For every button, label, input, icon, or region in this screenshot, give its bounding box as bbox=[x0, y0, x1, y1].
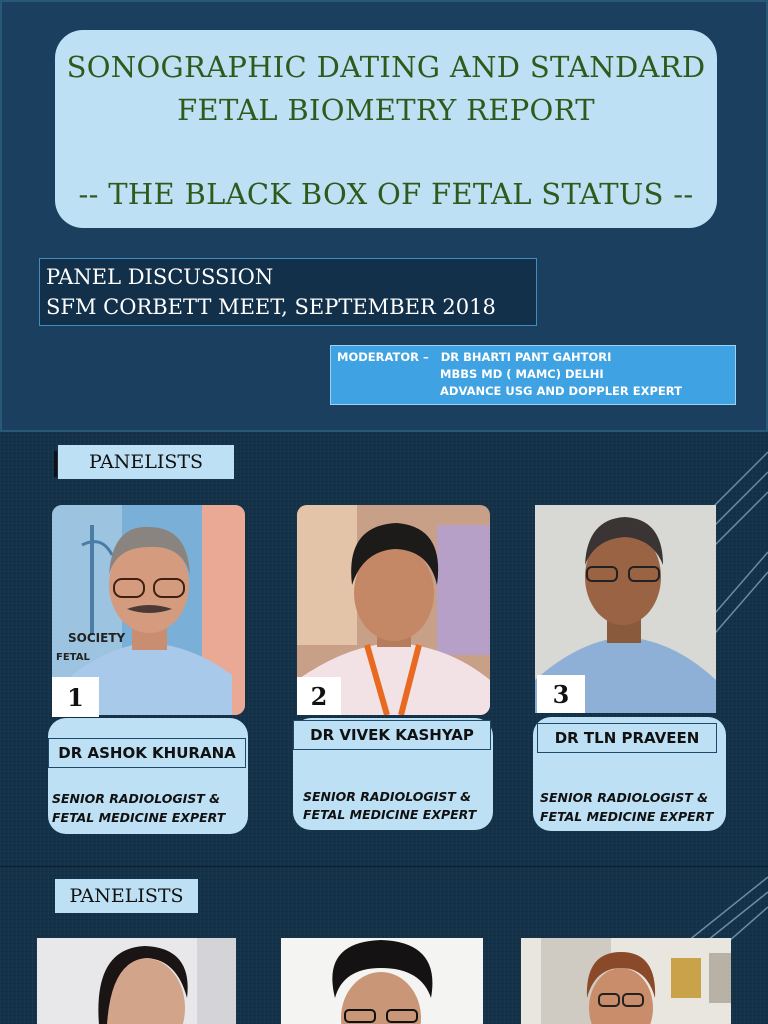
panelist-3-name: DR TLN PRAVEEN bbox=[537, 723, 717, 753]
moderator-name: DR BHARTI PANT GAHTORI bbox=[440, 350, 612, 364]
panel-line-2: SFM CORBETT MEET, SEPTEMBER 2018 bbox=[46, 295, 496, 319]
panelist-2-desc-1: SENIOR RADIOLOGIST & bbox=[303, 789, 472, 804]
panelists-slide-1 bbox=[0, 432, 768, 866]
panelist-3-card bbox=[533, 717, 726, 831]
heading-accent-bar bbox=[54, 451, 57, 477]
panelist-2-number: 2 bbox=[297, 677, 341, 715]
panelists-heading: PANELISTS bbox=[58, 445, 234, 479]
panelist-1-desc-2: FETAL MEDICINE EXPERT bbox=[52, 810, 226, 825]
panelist-6-photo bbox=[521, 938, 731, 1024]
moderator-box bbox=[330, 345, 736, 405]
panelist-3-desc-2: FETAL MEDICINE EXPERT bbox=[540, 809, 714, 824]
svg-text:FETAL: FETAL bbox=[56, 652, 90, 663]
panelist-3-number: 3 bbox=[537, 675, 585, 713]
moderator-label: MODERATOR – bbox=[337, 350, 429, 364]
moderator-role: ADVANCE USG AND DOPPLER EXPERT bbox=[440, 384, 682, 398]
panelist-1-number: 1 bbox=[52, 677, 99, 717]
svg-text:SOCIETY: SOCIETY bbox=[68, 631, 126, 645]
panelist-3-desc-1: SENIOR RADIOLOGIST & bbox=[540, 790, 709, 805]
panelist-4-photo bbox=[37, 938, 236, 1024]
panel-line-1: PANEL DISCUSSION bbox=[46, 265, 274, 289]
panelist-1-card bbox=[48, 718, 248, 834]
title-line-1: SONOGRAPHIC DATING AND STANDARD bbox=[66, 50, 706, 84]
panelist-2-desc-2: FETAL MEDICINE EXPERT bbox=[303, 807, 477, 822]
panelists-slide-2 bbox=[0, 866, 768, 1024]
panelist-1-name: DR ASHOK KHURANA bbox=[48, 738, 246, 768]
panelist-2-name: DR VIVEK KASHYAP bbox=[293, 720, 491, 750]
panelist-5-photo bbox=[281, 938, 483, 1024]
panelist-1-desc-1: SENIOR RADIOLOGIST & bbox=[52, 791, 221, 806]
title-box bbox=[55, 30, 717, 228]
moderator-degree: MBBS MD ( MAMC) DELHI bbox=[440, 367, 604, 381]
title-line-2: FETAL BIOMETRY REPORT bbox=[177, 93, 595, 127]
panelists-heading-2: PANELISTS bbox=[55, 879, 198, 913]
title-slide bbox=[0, 0, 768, 432]
panelist-2-card bbox=[293, 718, 493, 830]
panel-discussion-box bbox=[39, 258, 537, 326]
subtitle: -- THE BLACK BOX OF FETAL STATUS -- bbox=[78, 177, 694, 211]
